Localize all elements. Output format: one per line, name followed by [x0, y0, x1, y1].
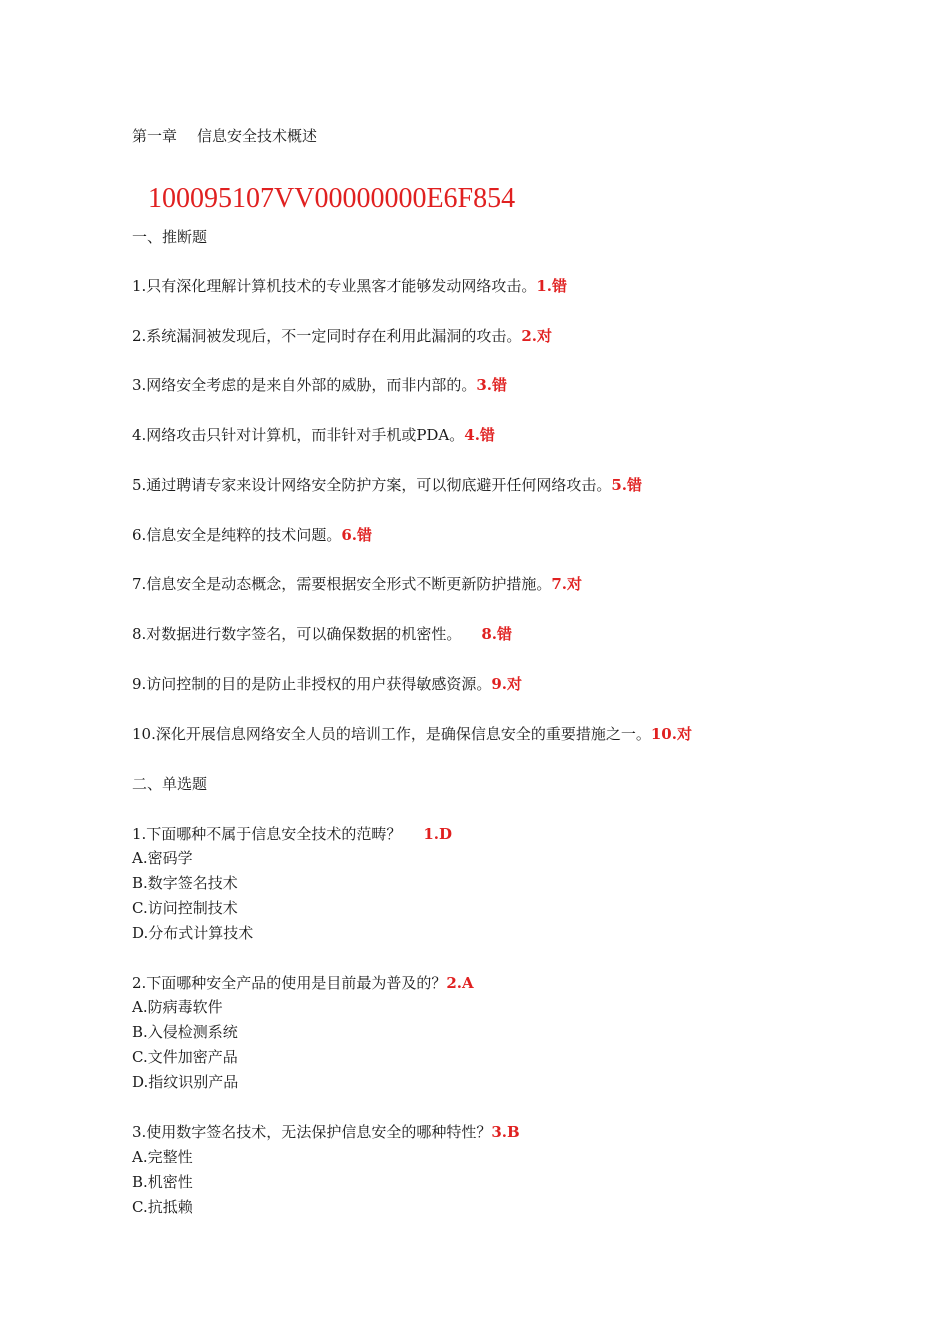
answer: 1.D: [423, 825, 452, 843]
question-text: 10.深化开展信息网络安全人员的培训工作，是确保信息安全的重要措施之一。: [132, 725, 651, 743]
tf-question: [132, 525, 372, 545]
option: D.指纹识别产品: [132, 1073, 239, 1091]
tf-question: [132, 674, 522, 694]
tf-question: [132, 724, 692, 744]
section-heading-true-false: 一、推断题: [132, 228, 208, 246]
question-text: 6.信息安全是纯粹的技术问题。: [132, 526, 342, 544]
chapter-label: 第一章: [132, 127, 178, 145]
option: A.防病毒软件: [132, 998, 223, 1016]
answer: 9.对: [491, 675, 522, 693]
answer: 8.错: [481, 625, 512, 643]
answer: 6.错: [341, 526, 372, 544]
answer: 4.错: [464, 426, 495, 444]
mc-question: [132, 824, 452, 844]
question-text: 1.下面哪种不属于信息安全技术的范畴？: [132, 825, 402, 843]
answer: 2.A: [446, 974, 474, 992]
answer: 7.对: [551, 575, 582, 593]
question-text: 7.信息安全是动态概念，需要根据安全形式不断更新防护措施。: [132, 575, 552, 593]
tf-question: [132, 624, 512, 644]
tf-question: [132, 425, 495, 445]
option: D.分布式计算技术: [132, 924, 254, 942]
tf-question: [132, 375, 507, 395]
question-text: 2.下面哪种安全产品的使用是目前最为普及的？: [132, 974, 447, 992]
mc-question: [132, 973, 474, 993]
section-heading-single-choice: 二、单选题: [132, 775, 208, 793]
answer: 10.对: [650, 725, 692, 743]
question-text: 3.网络安全考虑的是来自外部的威胁，而非内部的。: [132, 376, 477, 394]
document-code: 100095107VV00000000E6F854: [148, 183, 516, 214]
mc-question: [132, 1122, 520, 1142]
chapter-title: 信息安全技术概述: [197, 127, 318, 145]
answer: 2.对: [521, 327, 552, 345]
option: A.密码学: [132, 849, 193, 867]
question-text: 1.只有深化理解计算机技术的专业黑客才能够发动网络攻击。: [132, 277, 537, 295]
option: C.抗抵赖: [132, 1198, 193, 1216]
answer: 3.B: [491, 1123, 520, 1141]
question-text: 9.访问控制的目的是防止非授权的用户获得敏感资源。: [132, 675, 492, 693]
tf-question: [132, 574, 582, 594]
question-text: 5.通过聘请专家来设计网络安全防护方案，可以彻底避开任何网络攻击。: [132, 476, 612, 494]
option: B.机密性: [132, 1173, 193, 1191]
option: C.文件加密产品: [132, 1048, 238, 1066]
tf-question: [132, 475, 642, 495]
answer: 3.错: [476, 376, 507, 394]
answer: 5.错: [611, 476, 642, 494]
tf-question: [132, 326, 552, 346]
option: C.访问控制技术: [132, 899, 238, 917]
question-text: 3.使用数字签名技术，无法保护信息安全的哪种特性？: [132, 1123, 492, 1141]
option: A.完整性: [132, 1148, 193, 1166]
question-text: 2.系统漏洞被发现后，不一定同时存在利用此漏洞的攻击。: [132, 327, 522, 345]
answer: 1.错: [536, 277, 567, 295]
option: B.数字签名技术: [132, 874, 238, 892]
option: B.入侵检测系统: [132, 1023, 238, 1041]
tf-question: [132, 276, 567, 296]
question-text: 4.网络攻击只针对计算机，而非针对手机或PDA。: [132, 426, 465, 444]
chapter-heading: [132, 126, 317, 146]
question-text: 8.对数据进行数字签名，可以确保数据的机密性。: [132, 625, 462, 643]
